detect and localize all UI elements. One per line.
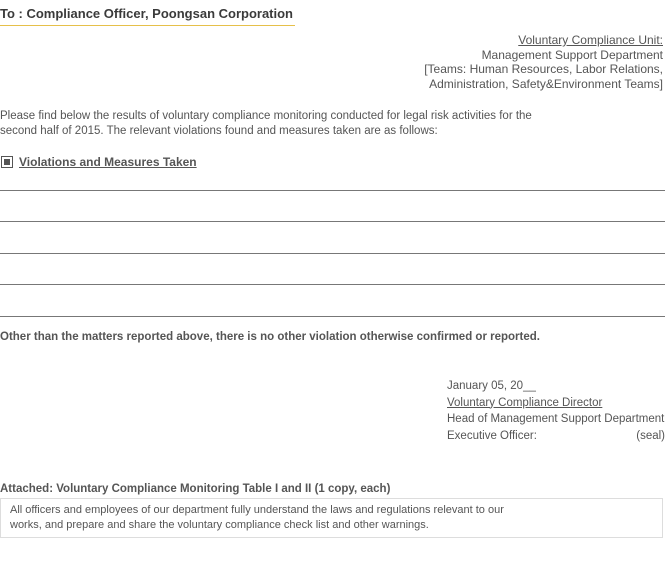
sender-unit: Voluntary Compliance Unit: (518, 33, 663, 47)
sender-teams-line2: Administration, Safety&Environment Teams] (429, 76, 663, 91)
intro-paragraph (0, 109, 540, 138)
sender-teams-line1: [Teams: Human Resources, Labor Relations, (424, 62, 663, 76)
recipient-heading: To : Compliance Officer, Poongsan Corporation (0, 6, 295, 26)
blank-line-3 (0, 253, 665, 254)
note-line1: All officers and employees of our department fully understand the laws and regulations relevant to our (10, 504, 504, 516)
note-box (0, 498, 663, 538)
seal-mark: (seal) (636, 429, 665, 442)
section-title: Violations and Measures Taken (19, 155, 197, 169)
sender-block (424, 33, 663, 91)
section-heading (1, 155, 197, 169)
sender-department: Management Support Department (481, 47, 663, 62)
note-line2: works, and prepare and share the voluntary compliance check list and other warnings. (10, 519, 429, 531)
officer-label: Executive Officer: (447, 429, 537, 442)
signature-title: Voluntary Compliance Director (447, 396, 603, 409)
signature-date: January 05, 20__ (447, 380, 536, 392)
signature-block (447, 378, 665, 444)
signature-position: Head of Management Support Department (447, 413, 665, 425)
blank-line-1 (0, 190, 665, 191)
no-other-violation-statement: Other than the matters reported above, there is no other violation otherwise confirmed or reported. (0, 331, 540, 343)
attachment-note: Attached: Voluntary Compliance Monitoring Table I and II (1 copy, each) (0, 483, 391, 495)
blank-line-4 (0, 284, 665, 285)
blank-line-5 (0, 316, 665, 317)
filled-square-icon (1, 156, 13, 168)
blank-line-2 (0, 221, 665, 222)
intro-line1: Please find below the results of voluntary compliance monitoring conducted for legal risk activities for the (0, 110, 532, 122)
intro-line2: second half of 2015. The relevant violations found and measures taken are as follows: (0, 124, 438, 137)
signature-officer-row (447, 428, 665, 445)
